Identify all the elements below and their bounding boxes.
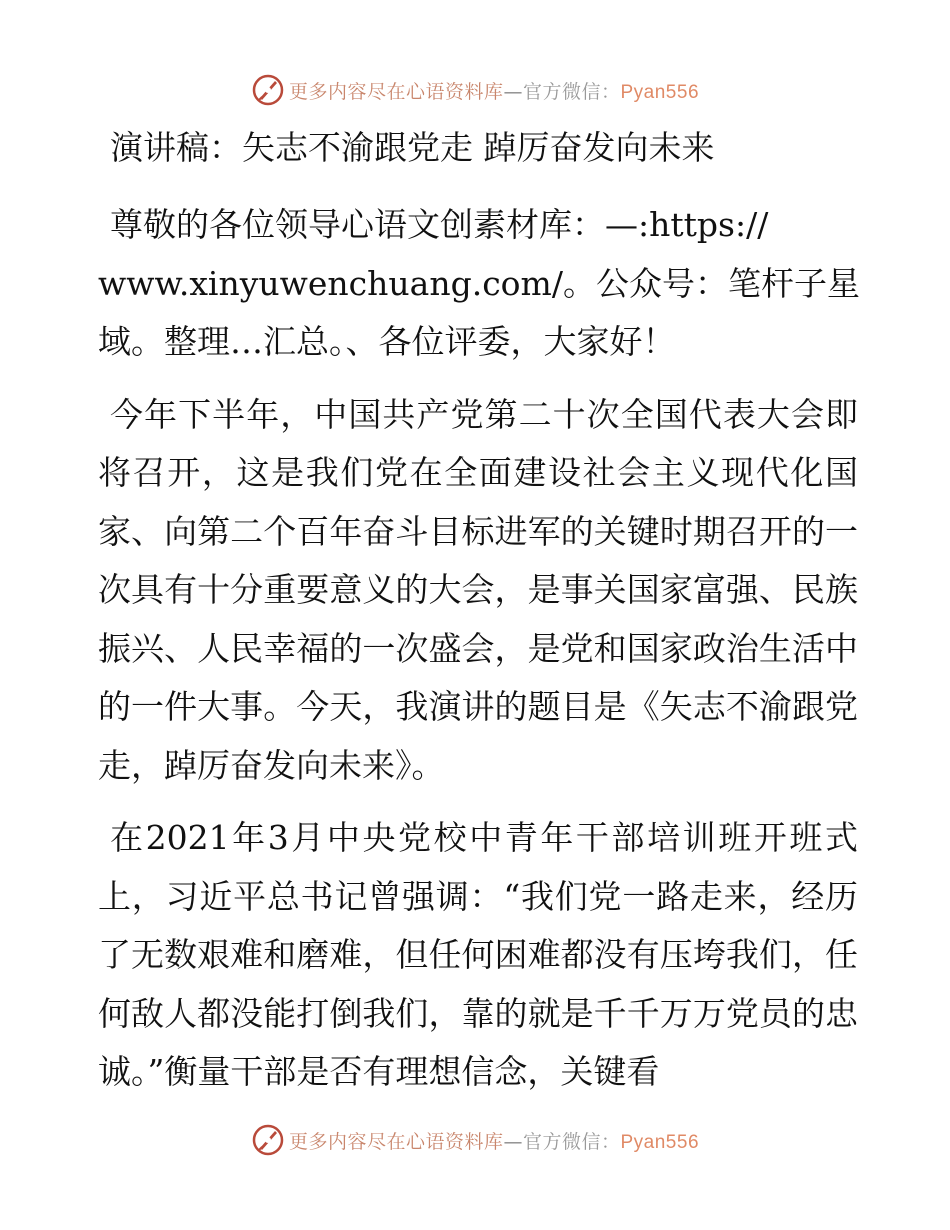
document-body <box>98 120 858 1102</box>
watermark-wechat-id: Pyan556 <box>620 1131 700 1153</box>
quill-logo-icon <box>251 1123 285 1157</box>
watermark-wechat-id: Pyan556 <box>620 81 700 103</box>
quill-logo-icon <box>251 73 285 107</box>
greeting-line-1: 尊敬的各位领导心语文创素材库：—:https:// <box>110 205 769 244</box>
watermark-main: 更多内容尽在心语资料库 <box>288 80 504 103</box>
header-watermark <box>0 70 950 110</box>
watermark-main: 更多内容尽在心语资料库 <box>288 1130 504 1153</box>
body-paragraph-3 <box>98 809 858 1102</box>
watermark-dash: — <box>503 80 523 103</box>
body-paragraph-2 <box>98 386 858 796</box>
watermark-channel: 官方微信： <box>522 80 621 103</box>
footer-watermark <box>0 1120 950 1160</box>
watermark-text <box>289 77 699 104</box>
body-paragraph-3-text: 在2021年3月中央党校中青年干部培训班开班式上，习近平总书记曾强调：“我们党一路走来，经历了无数艰难和磨难，但任何困难都没有压垮我们，任何敌人都没能打倒我们，靠的就是千千万万党员的忠诚。”衡量干部是否有理想信念，关键看 <box>98 818 858 1091</box>
watermark-dash: — <box>503 1130 523 1153</box>
greeting-paragraph <box>98 196 858 372</box>
document-title: 演讲稿：矢志不渝跟党走 踔厉奋发向未来 <box>110 128 715 167</box>
watermark-text <box>289 1127 699 1154</box>
greeting-line-3: 域。整理…汇总。、各位评委，大家好！ <box>98 322 676 361</box>
body-paragraph-2-text: 今年下半年，中国共产党第二十次全国代表大会即将召开，这是我们党在全面建设社会主义现代化国家、向第二个百年奋斗目标进军的关键时期召开的一次具有十分重要意义的大会，是事关国家富强、民族振兴、人民幸福的一次盛会，是党和国家政治生活中的一件大事。今天，我演讲的题目是《矢志不渝跟党走，踔厉奋发向未来》。 <box>98 394 858 785</box>
watermark-channel: 官方微信： <box>522 1130 621 1153</box>
greeting-line-2: www.xinyuwenchuang.com/。公众号：笔杆子星 <box>98 263 860 303</box>
